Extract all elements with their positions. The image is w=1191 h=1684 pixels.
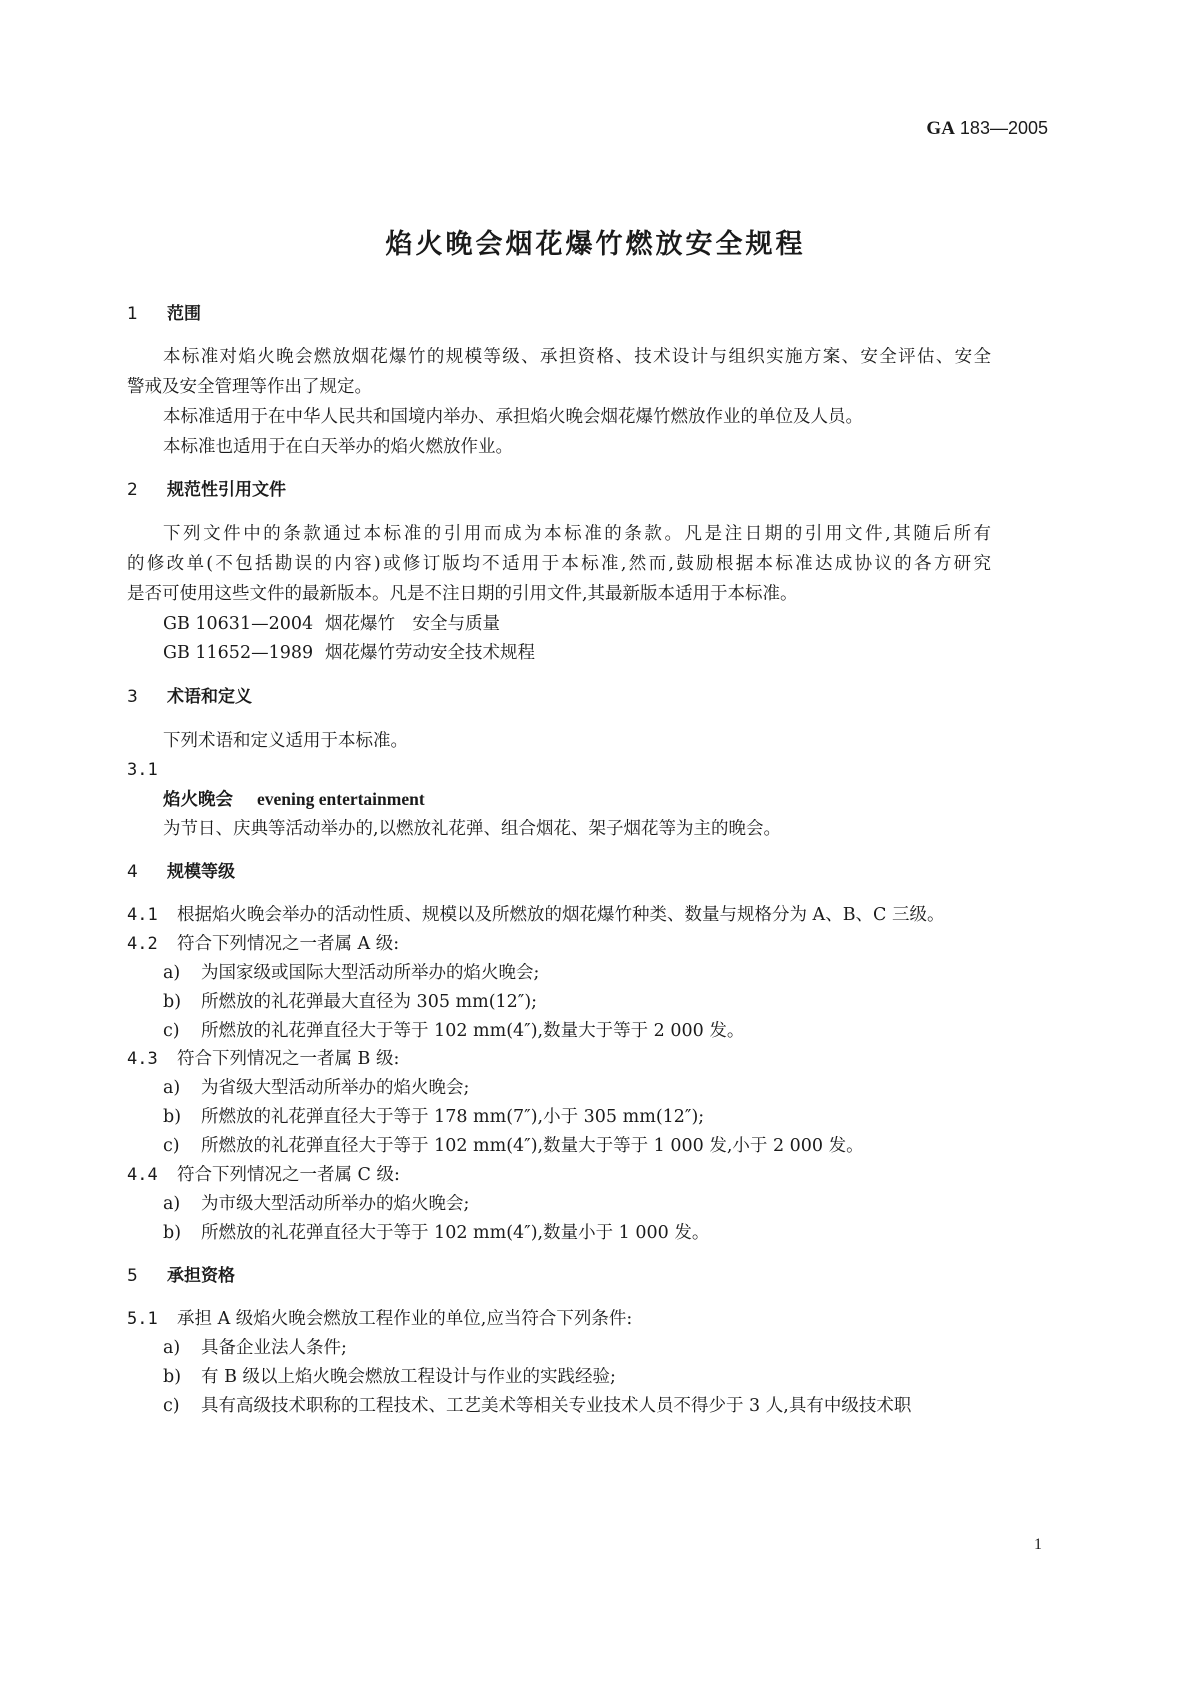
clause-text: 承担 A 级焰火晚会燃放工程作业的单位,应当符合下列条件: <box>177 1309 633 1329</box>
section-title: 规模等级 <box>167 862 235 882</box>
clause-4-3 <box>127 1047 399 1071</box>
term-chinese: 焰火晚会 <box>163 790 233 810</box>
section-number: 2 <box>127 480 138 500</box>
item-text: 具有高级技术职称的工程技术、工艺美术等相关专业技术人员不得少于 3 人,具有中级技术职 <box>201 1396 912 1416</box>
document-title: 焰火晚会烟花爆竹燃放安全规程 <box>385 229 806 260</box>
section-title: 规范性引用文件 <box>167 480 286 500</box>
section-number: 1 <box>127 304 138 324</box>
normative-reference <box>163 612 500 636</box>
section-title: 术语和定义 <box>167 687 252 707</box>
list-item <box>163 961 539 985</box>
clause-4-2 <box>127 932 399 956</box>
item-letter: b) <box>163 1223 182 1243</box>
item-text: 所燃放的礼花弹直径大于等于 102 mm(4″),数量大于等于 1 000 发,小于 2 000 发。 <box>201 1136 864 1156</box>
item-text: 具备企业法人条件; <box>201 1338 347 1358</box>
section-number: 3 <box>127 687 138 707</box>
list-item <box>163 1076 469 1100</box>
clause-number: 4.1 <box>127 905 158 925</box>
clause-4-1 <box>127 903 945 927</box>
item-letter: b) <box>163 1367 182 1387</box>
term-definition: 为节日、庆典等活动举办的,以燃放礼花弹、组合烟花、架子烟花等为主的晚会。 <box>163 819 782 839</box>
item-letter: a) <box>163 1194 181 1214</box>
item-text: 为省级大型活动所举办的焰火晚会; <box>201 1078 470 1098</box>
list-item <box>163 1221 709 1245</box>
list-item <box>163 1105 704 1129</box>
standard-code <box>926 118 1048 140</box>
item-letter: c) <box>163 1396 180 1416</box>
list-item <box>163 1394 911 1418</box>
list-item <box>163 1192 469 1216</box>
clause-number: 4.4 <box>127 1165 158 1185</box>
item-text: 所燃放的礼花弹最大直径为 305 mm(12″); <box>201 992 538 1012</box>
clause-text: 符合下列情况之一者属 A 级: <box>177 934 400 954</box>
page-number: 1 <box>1034 1536 1042 1553</box>
list-item <box>163 1019 744 1043</box>
standard-prefix: GA <box>926 118 955 139</box>
reference-code: GB 11652—1989 <box>163 643 314 663</box>
item-letter: c) <box>163 1136 180 1156</box>
section-heading-1 <box>127 302 201 326</box>
list-item <box>163 990 537 1014</box>
item-text: 所燃放的礼花弹直径大于等于 102 mm(4″),数量大于等于 2 000 发。 <box>201 1021 745 1041</box>
item-text: 所燃放的礼花弹直径大于等于 102 mm(4″),数量小于 1 000 发。 <box>201 1223 710 1243</box>
item-letter: a) <box>163 963 181 983</box>
clause-4-4 <box>127 1163 400 1187</box>
item-text: 所燃放的礼花弹直径大于等于 178 mm(7″),小于 305 mm(12″); <box>201 1107 705 1127</box>
reference-title: 烟花爆竹 安全与质量 <box>325 614 500 634</box>
clause-number: 4.2 <box>127 934 158 954</box>
item-text: 有 B 级以上焰火晚会燃放工程设计与作业的实践经验; <box>201 1367 616 1387</box>
paragraph-line: 的修改单(不包括勘误的内容)或修订版均不适用于本标准,然而,鼓励根据本标准达成协议的各方研究 <box>127 554 991 574</box>
clause-text: 根据焰火晚会举办的活动性质、规模以及所燃放的烟花爆竹种类、数量与规格分为 A、B、C 三级。 <box>177 905 945 925</box>
section-heading-5 <box>127 1264 235 1288</box>
section-title: 承担资格 <box>167 1266 235 1286</box>
term-entry <box>163 787 425 812</box>
section-number: 4 <box>127 862 138 882</box>
paragraph-line: 下列文件中的条款通过本标准的引用而成为本标准的条款。凡是注日期的引用文件,其随后所有 <box>163 524 991 544</box>
section-number: 5 <box>127 1266 138 1286</box>
clause-number: 5.1 <box>127 1309 158 1329</box>
section-heading-4 <box>127 860 235 884</box>
section-heading-3 <box>127 685 252 709</box>
clause-5-1 <box>127 1307 632 1331</box>
list-item <box>163 1134 864 1158</box>
item-letter: b) <box>163 992 182 1012</box>
section-heading-2 <box>127 478 286 502</box>
clause-number: 3.1 <box>127 760 158 780</box>
list-item <box>163 1365 616 1389</box>
item-letter: a) <box>163 1078 181 1098</box>
item-letter: b) <box>163 1107 182 1127</box>
reference-title: 烟花爆竹劳动安全技术规程 <box>325 643 535 663</box>
reference-code: GB 10631—2004 <box>163 614 314 634</box>
item-letter: c) <box>163 1021 180 1041</box>
paragraph-line: 是否可使用这些文件的最新版本。凡是不注日期的引用文件,其最新版本适用于本标准。 <box>127 584 798 604</box>
paragraph-line: 警戒及安全管理等作出了规定。 <box>127 377 372 397</box>
paragraph: 本标准适用于在中华人民共和国境内举办、承担焰火晚会烟花爆竹燃放作业的单位及人员。 <box>163 407 863 427</box>
clause-text: 符合下列情况之一者属 C 级: <box>177 1165 400 1185</box>
item-letter: a) <box>163 1338 181 1358</box>
clause-text: 符合下列情况之一者属 B 级: <box>177 1049 400 1069</box>
section-title: 范围 <box>167 304 201 324</box>
clause-number: 4.3 <box>127 1049 158 1069</box>
paragraph: 下列术语和定义适用于本标准。 <box>163 731 408 751</box>
paragraph-line: 本标准对焰火晚会燃放烟花爆竹的规模等级、承担资格、技术设计与组织实施方案、安全评估、安全 <box>163 347 991 367</box>
normative-reference <box>163 641 535 665</box>
paragraph: 本标准也适用于在白天举办的焰火燃放作业。 <box>163 437 513 457</box>
standard-number: 183—2005 <box>954 118 1048 138</box>
item-text: 为国家级或国际大型活动所举办的焰火晚会; <box>201 963 540 983</box>
term-english: evening entertainment <box>257 789 425 809</box>
list-item <box>163 1336 347 1360</box>
item-text: 为市级大型活动所举办的焰火晚会; <box>201 1194 470 1214</box>
